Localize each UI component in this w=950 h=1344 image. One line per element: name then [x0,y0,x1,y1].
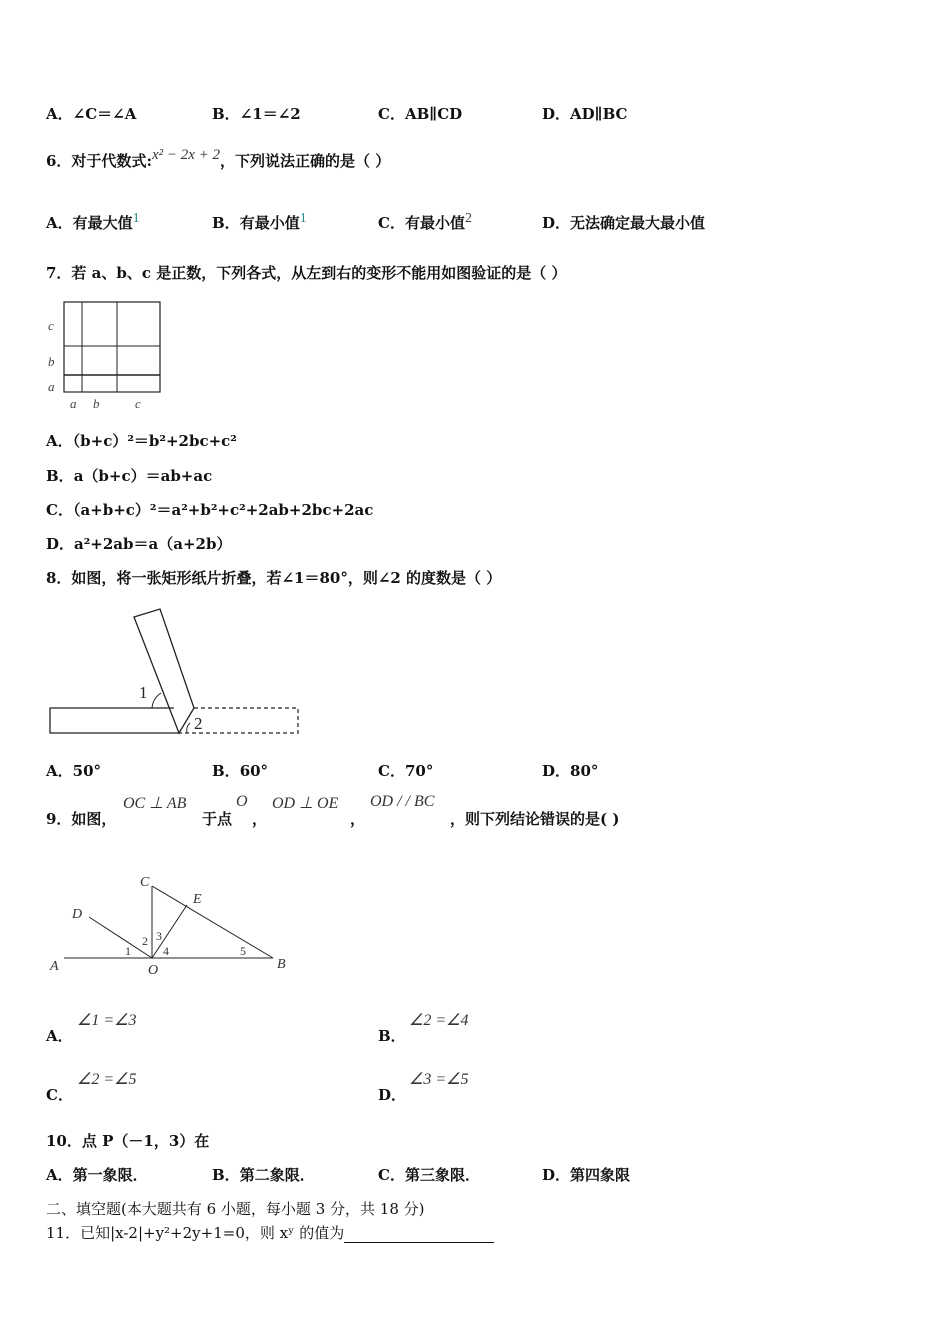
q8-angle-1-label: 1 [139,683,148,702]
q7-label-b: b [48,354,55,369]
q7-option-d: D．a²+2ab＝a（a+2b） [46,535,232,553]
q5-option-d: D．AD∥BC [542,105,628,123]
q6-option-a: A．有最大值1 [46,211,140,232]
q5-option-b: B．∠1＝∠2 [212,105,301,123]
q10-stem: 10．点 P（－1，3）在 [46,1132,210,1150]
q5-option-a: A．∠C＝∠A [46,105,137,123]
q7-stem: 7．若 a、b、c 是正数，下列各式，从左到右的变形不能用如图验证的是（ ） [46,264,567,282]
q9-cond-2: OD ⊥ OE [272,795,339,812]
q9-option-d-letter: D． [378,1086,407,1104]
q9-option-d-expr: ∠3 =∠5 [409,1071,469,1088]
q9-label-C: C [140,875,150,890]
q8-stem: 8．如图，将一张矩形纸片折叠，若∠1＝80°，则∠2 的度数是（ ） [46,569,502,587]
q6-option-d: D．无法确定最大最小值 [542,214,706,232]
q9-angle-1: 1 [125,944,131,958]
q9-mid: 于点 [202,810,233,828]
q10-option-c: C．第三象限． [378,1166,480,1184]
q9-label-D: D [72,907,83,922]
q5-option-c: C．AB∥CD [378,105,463,123]
q7-option-a: A．（b+c）²＝b²+2bc+c² [46,432,237,450]
q9-prefix: 9．如图， [46,810,117,828]
q7-option-b: B．a（b+c）＝ab+ac [46,467,213,485]
q9-label-B: B [277,957,286,972]
q9-option-c-expr: ∠2 =∠5 [77,1071,137,1088]
section2-heading: 二、填空题(本大题共有 6 小题，每小题 3 分，共 18 分) [46,1200,425,1218]
q11-answer-blank[interactable] [344,1228,494,1243]
q7-label-c: c [48,318,54,333]
q8-figure [44,605,306,740]
q9-suffix: ，则下列结论错误的是( ) [450,810,620,828]
q8-option-c: C．70° [378,762,434,780]
q9-option-a-expr: ∠1 =∠3 [77,1012,137,1029]
q10-option-b: B．第二象限． [212,1166,315,1184]
q9-angle-3: 3 [156,929,162,943]
q9-cond-1: OC ⊥ AB [123,795,187,812]
q9-option-b-letter: B． [378,1027,406,1045]
q10-option-d: D．第四象限 [542,1166,631,1184]
q11-stem: 11．已知|x-2|+y²+2y+1=0，则 xʸ 的值为 [46,1222,494,1243]
q9-label-E: E [193,892,202,907]
q8-angle-2-label: 2 [194,714,203,733]
q6-expression: x² − 2x + 2 [151,147,221,163]
q9-label-O: O [148,963,159,978]
q6-stem: 6．对于代数式:x² − 2x + 2，下列说法正确的是（ ） [46,147,391,170]
q9-point: O [236,793,248,810]
q9-angle-2: 2 [142,934,148,948]
q9-label-A: A [50,959,59,974]
q9-option-a-letter: A． [46,1027,73,1045]
q6-option-c: C．有最小值2 [378,211,472,232]
q7-figure [44,298,169,413]
q7-label-c-bottom: c [135,396,141,411]
q9-figure [44,868,299,980]
q8-option-a: A．50° [46,762,102,780]
q8-option-d: D．80° [542,762,599,780]
q9-angle-5: 5 [240,944,246,958]
q9-comma-2: ， [350,810,366,828]
q9-comma-1: ， [252,810,268,828]
q9-option-c-letter: C． [46,1086,73,1104]
q9-angle-4: 4 [163,944,169,958]
q7-option-c: C．（a+b+c）²＝a²+b²+c²+2ab+2bc+2ac [46,501,374,519]
q7-label-a: a [48,379,55,394]
q7-label-b-bottom: b [93,396,100,411]
q9-option-b-expr: ∠2 =∠4 [409,1012,469,1029]
q8-option-b: B．60° [212,762,269,780]
q9-cond-3: OD / / BC [370,793,435,810]
q7-label-a-bottom: a [70,396,77,411]
q6-option-b: B．有最小值1 [212,211,307,232]
q10-option-a: A．第一象限． [46,1166,148,1184]
